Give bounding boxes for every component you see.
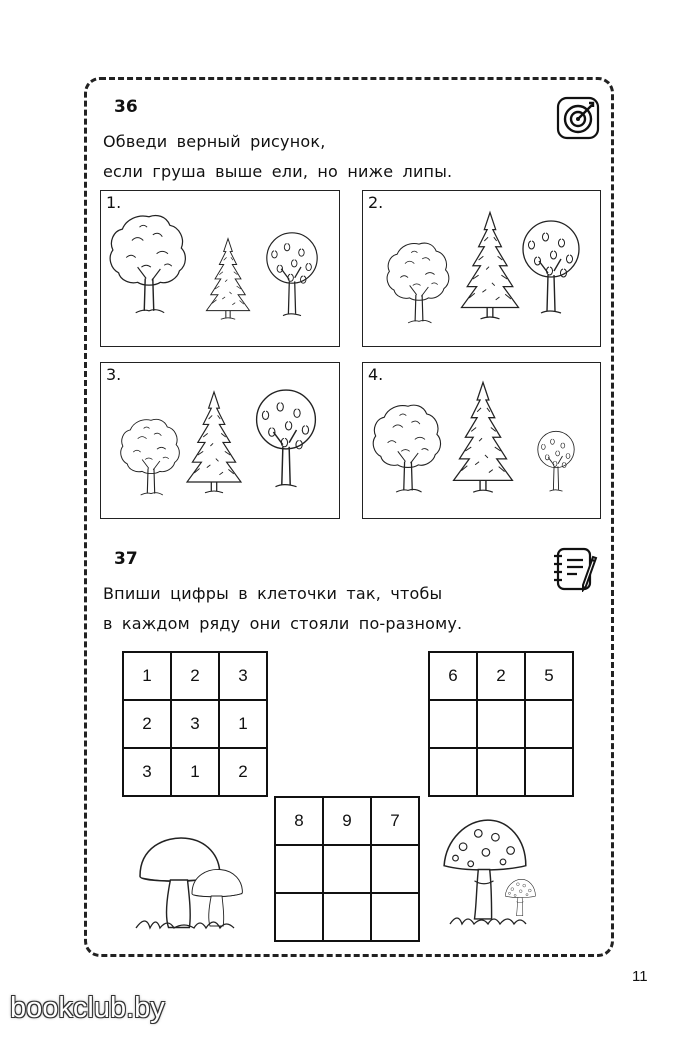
grid-cell: 2 — [171, 652, 219, 700]
fly-agaric-illustration — [432, 812, 552, 932]
panel-label: 3. — [106, 365, 122, 384]
trees-illustration — [101, 363, 338, 517]
grid-cell: 5 — [525, 652, 573, 700]
option-panel-1[interactable] — [100, 190, 340, 347]
panel-label: 1. — [106, 193, 122, 212]
number-grid-bottom — [274, 796, 420, 942]
grid-cell: 8 — [275, 797, 323, 845]
grid-cell: 3 — [171, 700, 219, 748]
task-37-line-1: Впиши цифры в клеточки так, чтобы — [103, 584, 443, 603]
grid-cell-empty[interactable] — [477, 700, 525, 748]
grid-cell-empty[interactable] — [371, 845, 419, 893]
grid-cell-empty[interactable] — [525, 700, 573, 748]
task-36-line-1: Обведи верный рисунок, — [103, 132, 326, 151]
grid-cell: 7 — [371, 797, 419, 845]
watermark: bookclub.by — [10, 992, 165, 1024]
number-grid-left — [122, 651, 268, 797]
grid-cell-empty[interactable] — [525, 748, 573, 796]
trees-illustration — [101, 191, 338, 345]
grid-cell: 3 — [123, 748, 171, 796]
grid-cell-empty[interactable] — [477, 748, 525, 796]
task-36-line-2: если груша выше ели, но ниже липы. — [103, 162, 453, 181]
grid-cell-empty[interactable] — [429, 700, 477, 748]
grid-cell: 1 — [219, 700, 267, 748]
option-panel-2[interactable] — [362, 190, 601, 347]
panel-label: 4. — [368, 365, 384, 384]
grid-cell: 9 — [323, 797, 371, 845]
grid-cell: 1 — [171, 748, 219, 796]
grid-cell: 2 — [123, 700, 171, 748]
trees-illustration — [363, 191, 599, 345]
grid-cell: 2 — [477, 652, 525, 700]
grid-cell: 1 — [123, 652, 171, 700]
trees-illustration — [363, 363, 599, 517]
grid-cell: 3 — [219, 652, 267, 700]
task-37-number: 37 — [114, 549, 138, 569]
panel-label: 2. — [368, 193, 384, 212]
task-37-line-2: в каждом ряду они стояли по-разному. — [103, 614, 463, 633]
grid-cell-empty[interactable] — [429, 748, 477, 796]
cep-mushrooms-illustration — [128, 830, 258, 935]
target-icon — [556, 96, 600, 140]
grid-cell-empty[interactable] — [275, 893, 323, 941]
grid-cell-empty[interactable] — [275, 845, 323, 893]
option-panel-3[interactable] — [100, 362, 340, 519]
grid-cell-empty[interactable] — [371, 893, 419, 941]
grid-cell-empty[interactable] — [323, 893, 371, 941]
notebook-pencil-icon — [552, 546, 604, 592]
grid-cell-empty[interactable] — [323, 845, 371, 893]
task-36-number: 36 — [114, 97, 138, 117]
grid-cell: 6 — [429, 652, 477, 700]
page-number: 11 — [632, 968, 648, 985]
grid-cell: 2 — [219, 748, 267, 796]
number-grid-right — [428, 651, 574, 797]
option-panel-4[interactable] — [362, 362, 601, 519]
